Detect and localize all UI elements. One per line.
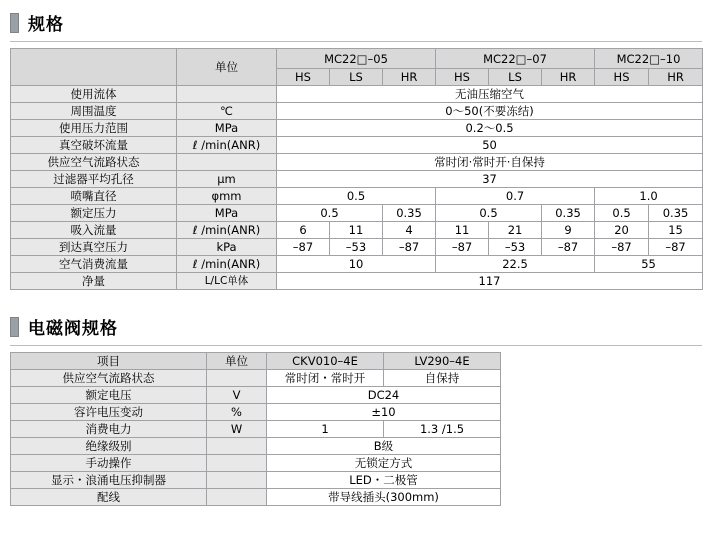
table-row xyxy=(11,256,703,273)
table-row xyxy=(11,222,703,239)
table-row xyxy=(11,86,703,103)
table-row xyxy=(11,273,703,290)
row-label: 过滤器平均孔径 xyxy=(11,171,177,188)
table-row-header xyxy=(11,353,501,370)
spec-sub-header-3-hr: HR xyxy=(649,69,703,86)
row-value: –87 xyxy=(383,239,436,256)
row-value: –87 xyxy=(542,239,595,256)
row-value: 0.35 xyxy=(649,205,703,222)
row-value: 9 xyxy=(542,222,595,239)
table-row xyxy=(11,188,703,205)
valve-heading-divider xyxy=(10,345,702,346)
spec-unit-header: 单位 xyxy=(177,49,277,86)
row-unit xyxy=(207,438,267,455)
valve-section-title: 电磁阀规格 xyxy=(28,319,118,339)
spec-sub-header-2-hr: HR xyxy=(542,69,595,86)
row-value: –87 xyxy=(436,239,489,256)
row-unit: V xyxy=(207,387,267,404)
row-label: 真空破坏流量 xyxy=(11,137,177,154)
table-row xyxy=(11,370,501,387)
row-value: 0.7 xyxy=(436,188,595,205)
row-label: 额定压力 xyxy=(11,205,177,222)
row-label: 空气消费流量 xyxy=(11,256,177,273)
valve-col-header-1: CKV010–4E xyxy=(267,353,384,370)
row-value: 6 xyxy=(277,222,330,239)
spec-table xyxy=(10,48,703,290)
row-value: 1.0 xyxy=(595,188,703,205)
row-value: 0.5 xyxy=(277,188,436,205)
row-unit: ℓ /min(ANR) xyxy=(177,137,277,154)
row-unit: μm xyxy=(177,171,277,188)
table-row xyxy=(11,205,703,222)
row-unit: % xyxy=(207,404,267,421)
row-label: 喷嘴直径 xyxy=(11,188,177,205)
row-unit xyxy=(207,489,267,506)
row-unit xyxy=(177,86,277,103)
row-unit xyxy=(207,472,267,489)
row-value: 0.35 xyxy=(542,205,595,222)
row-value: 37 xyxy=(277,171,703,188)
row-value: 21 xyxy=(489,222,542,239)
row-unit xyxy=(177,154,277,171)
row-value: 常时闭·常时开·自保持 xyxy=(277,154,703,171)
row-value: 10 xyxy=(277,256,436,273)
row-unit: MPa xyxy=(177,120,277,137)
row-value: 11 xyxy=(330,222,383,239)
row-value: 22.5 xyxy=(436,256,595,273)
row-label: 使用流体 xyxy=(11,86,177,103)
row-value: –53 xyxy=(489,239,542,256)
row-sublabel: L/LC单体 xyxy=(177,273,277,290)
table-row xyxy=(11,387,501,404)
row-label: 供应空气流路状态 xyxy=(11,370,207,387)
row-unit: ℓ /min(ANR) xyxy=(177,222,277,239)
row-value: 1 xyxy=(267,421,384,438)
row-value: B级 xyxy=(267,438,501,455)
row-value: 0.2～0.5 xyxy=(277,120,703,137)
row-label: 手动操作 xyxy=(11,455,207,472)
row-unit xyxy=(207,455,267,472)
row-value: 无锁定方式 xyxy=(267,455,501,472)
row-value: ±10 xyxy=(267,404,501,421)
spec-heading-divider xyxy=(10,41,702,42)
row-value: 117 xyxy=(277,273,703,290)
spec-sub-header-1-hr: HR xyxy=(383,69,436,86)
row-unit: MPa xyxy=(177,205,277,222)
table-row xyxy=(11,137,703,154)
row-label: 供应空气流路状态 xyxy=(11,154,177,171)
valve-section-heading xyxy=(10,314,712,339)
valve-item-header: 项目 xyxy=(11,353,207,370)
table-row xyxy=(11,404,501,421)
spec-sub-header-2-hs: HS xyxy=(436,69,489,86)
spec-group-header-1: MC22□–05 xyxy=(277,49,436,69)
table-row xyxy=(11,472,501,489)
spec-section-title: 规格 xyxy=(28,15,64,35)
row-label: 吸入流量 xyxy=(11,222,177,239)
row-unit xyxy=(207,370,267,387)
row-label: 消费电力 xyxy=(11,421,207,438)
row-value: 0～50(不要冻结) xyxy=(277,103,703,120)
table-row xyxy=(11,120,703,137)
row-value: 0.5 xyxy=(595,205,649,222)
row-unit: φmm xyxy=(177,188,277,205)
row-label: 使用压力范围 xyxy=(11,120,177,137)
row-label: 绝缘级别 xyxy=(11,438,207,455)
row-value: 15 xyxy=(649,222,703,239)
row-value: –87 xyxy=(649,239,703,256)
valve-col-header-2: LV290–4E xyxy=(384,353,501,370)
row-label: 到达真空压力 xyxy=(11,239,177,256)
spec-sub-header-2-ls: LS xyxy=(489,69,542,86)
table-row xyxy=(11,489,501,506)
row-value: –87 xyxy=(595,239,649,256)
row-value: 20 xyxy=(595,222,649,239)
row-label: 容许电压变动 xyxy=(11,404,207,421)
table-row xyxy=(11,171,703,188)
row-value: 无油压缩空气 xyxy=(277,86,703,103)
row-unit: W xyxy=(207,421,267,438)
row-value: 0.5 xyxy=(436,205,542,222)
valve-table xyxy=(10,352,501,506)
heading-marker-icon xyxy=(10,13,19,33)
table-row xyxy=(11,455,501,472)
row-unit: kPa xyxy=(177,239,277,256)
row-label: 周围温度 xyxy=(11,103,177,120)
spec-group-header-3: MC22□–10 xyxy=(595,49,703,69)
spec-sub-header-1-hs: HS xyxy=(277,69,330,86)
row-value: –53 xyxy=(330,239,383,256)
spec-section-heading xyxy=(10,10,712,35)
spec-sub-header-1-ls: LS xyxy=(330,69,383,86)
table-row xyxy=(11,103,703,120)
table-row-header-groups xyxy=(11,49,703,69)
row-value: 1.3 /1.5 xyxy=(384,421,501,438)
row-label: 显示・浪涌电压抑制器 xyxy=(11,472,207,489)
table-row xyxy=(11,421,501,438)
spec-group-header-2: MC22□–07 xyxy=(436,49,595,69)
row-value: –87 xyxy=(277,239,330,256)
row-value: 4 xyxy=(383,222,436,239)
row-value: 0.35 xyxy=(383,205,436,222)
heading-marker-icon xyxy=(10,317,19,337)
row-value: 常时闭・常时开 xyxy=(267,370,384,387)
valve-unit-header: 单位 xyxy=(207,353,267,370)
spec-sub-header-3-hs: HS xyxy=(595,69,649,86)
spec-item-header xyxy=(11,49,177,86)
table-row xyxy=(11,239,703,256)
table-row xyxy=(11,154,703,171)
row-value: 0.5 xyxy=(277,205,383,222)
row-unit: ℓ /min(ANR) xyxy=(177,256,277,273)
table-row xyxy=(11,438,501,455)
row-value: 50 xyxy=(277,137,703,154)
row-label: 额定电压 xyxy=(11,387,207,404)
row-value: 带导线插头(300mm) xyxy=(267,489,501,506)
row-label: 配线 xyxy=(11,489,207,506)
row-value: 11 xyxy=(436,222,489,239)
row-unit: ℃ xyxy=(177,103,277,120)
row-value: 55 xyxy=(595,256,703,273)
row-value: 自保持 xyxy=(384,370,501,387)
row-label: 净量 xyxy=(11,273,177,290)
row-value: DC24 xyxy=(267,387,501,404)
row-value: LED・二极管 xyxy=(267,472,501,489)
